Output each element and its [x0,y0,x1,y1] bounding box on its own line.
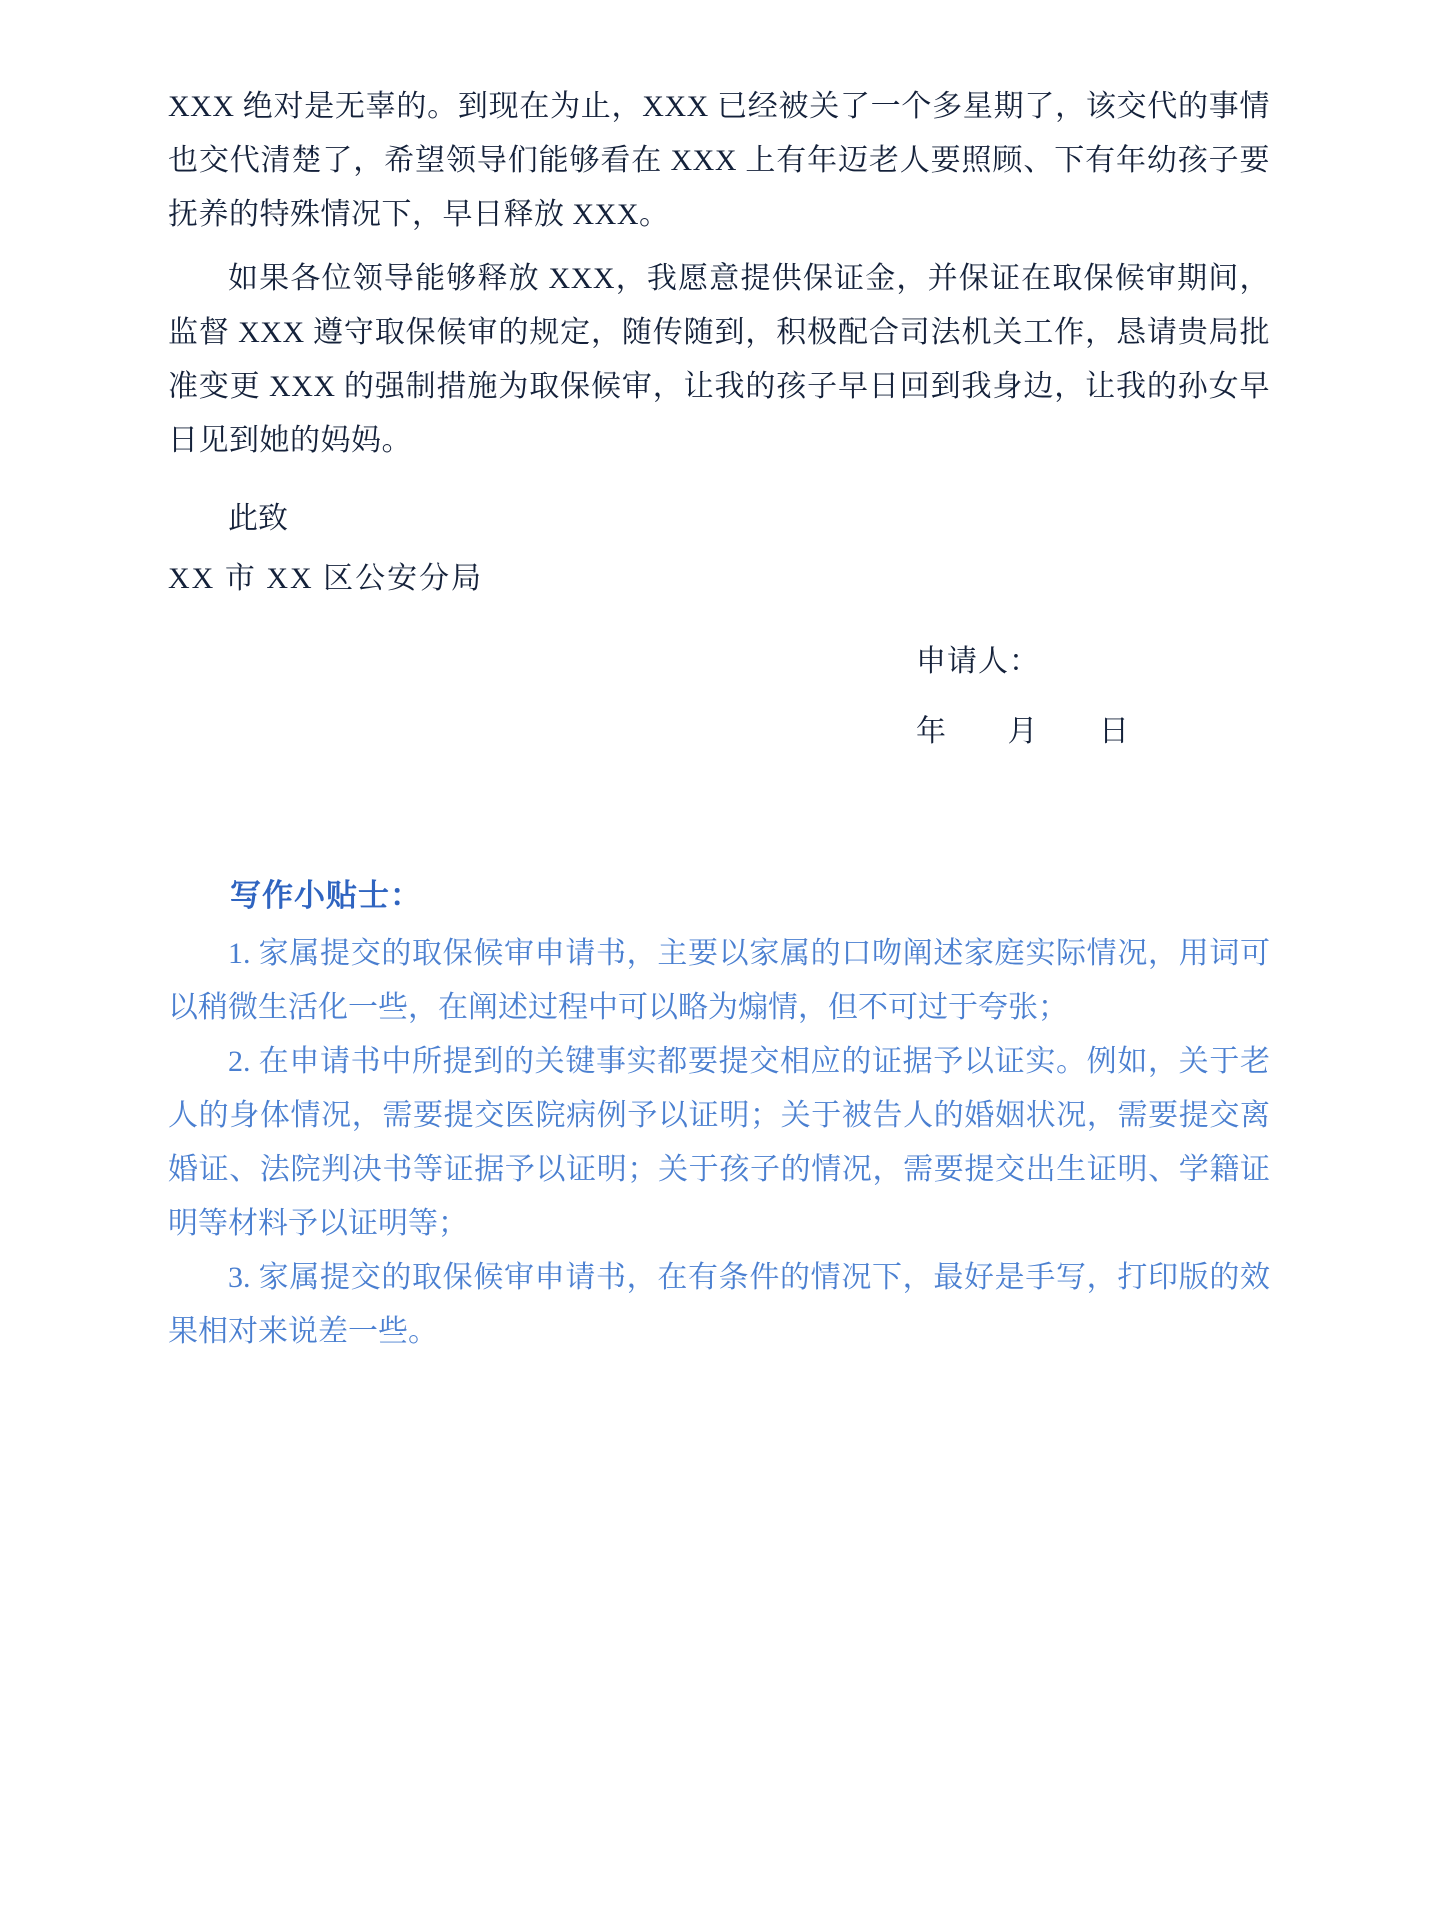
closing-block [168,492,1270,606]
writing-tip-item-3: 3. 家属提交的取保候审申请书，在有条件的情况下，最好是手写，打印版的效果相对来说差一些。 [168,1261,1270,1348]
body-paragraph-1: XXX 绝对是无辜的。到现在为止，XXX 已经被关了一个多星期了，该交代的事情也交代清楚了，希望领导们能够看在 XXX 上有年迈老人要照顾、下有年幼孩子要抚养的特殊情况下，早日释放 XXX。 [168,90,1270,231]
letter-body [168,80,1270,468]
paragraph-spacer [168,242,1270,252]
writing-tips-title: 写作小贴士： [230,878,422,913]
date-month-label: 月 [1007,715,1039,748]
applicant-signature-line: 申请人： [916,645,1040,678]
date-year-label: 年 [916,715,947,748]
date-day-label: 日 [1099,715,1130,748]
body-paragraph-2: 如果各位领导能够释放 XXX，我愿意提供保证金，并保证在取保候审期间，监督 XXX 遵守取保候审的规定，随传随到，积极配合司法机关工作，恳请贵局批准变更 XXX 的强制措施为取保候审，让我的孩子早日回到我身边，让我的孙女早日见到她的妈妈。 [168,262,1270,457]
recipient-organization: XX 市 XX 区公安分局 [168,562,484,595]
closing-salutation: 此致 [228,502,288,535]
date-line [168,706,1270,750]
writing-tip-item-1: 1. 家属提交的取保候审申请书，主要以家属的口吻阐述家庭实际情况，用词可以稍微生活化一些，在阐述过程中可以略为煽情，但不可过于夸张； [168,937,1270,1024]
writing-tips-section [168,870,1270,1359]
writing-tip-item-2: 2. 在申请书中所提到的关键事实都要提交相应的证据予以证实。例如，关于老人的身体情况，需要提交医院病例予以证明；关于被告人的婚姻状况，需要提交离婚证、法院判决书等证据予以证明；关于孩子的情况，需要提交出生证明、学籍证明等材料予以证明等； [168,1045,1270,1240]
